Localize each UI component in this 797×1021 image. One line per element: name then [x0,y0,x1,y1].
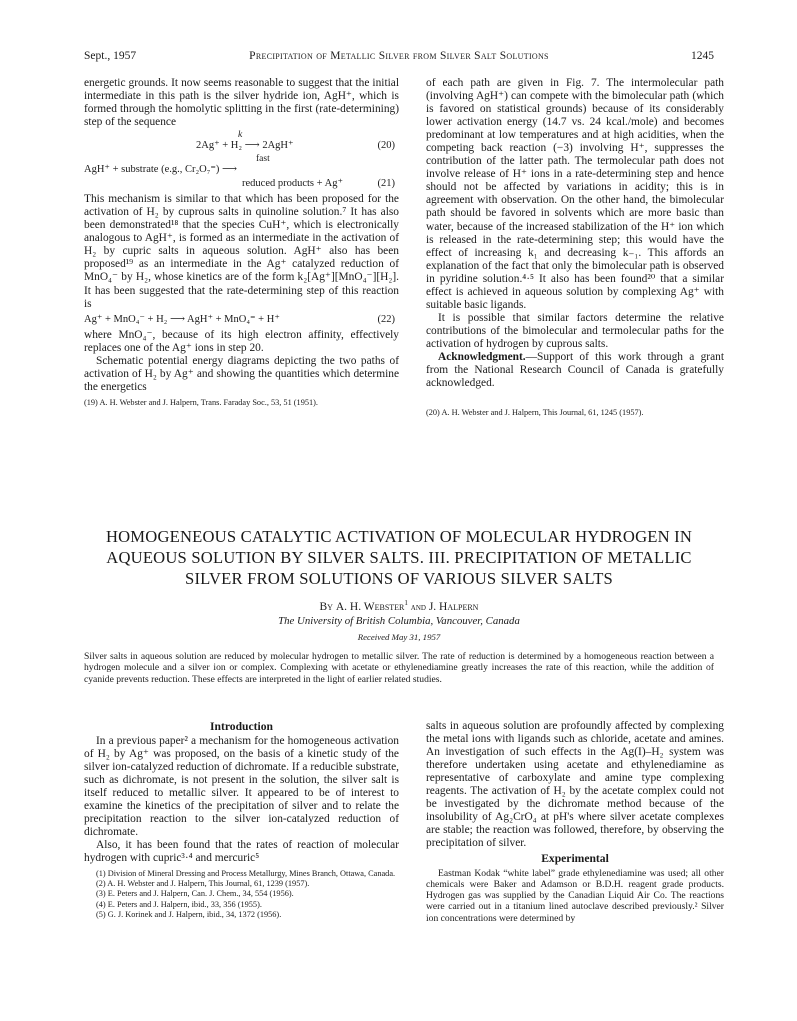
author-line [84,599,714,613]
left-column-bottom [84,718,399,921]
paragraph: It is possible that similar factors determine the relative contributions of the bimolecular and termolecular paths for the activation of hydrogen by cuprous salts. [426,311,724,350]
equation-21a [84,163,399,177]
equation-22 [84,313,399,327]
acknowledgment-text: —Support of this work through a grant from the National Research Council of Canada is gratefully acknowledged. [426,350,724,390]
paragraph: Schematic potential energy diagrams depicting the two paths of activation of H₂ by Ag⁺ and showing the quantities which determine the energetics [84,354,399,393]
paragraph: Eastman Kodak “white label” grade ethylenediamine was used; all other chemicals were Baker and Adamson or B.D.H. reagent grade products. Hydrogen gas was supplied by the Canadian Liquid Air Co. The reactions were carried out in a titanium lined autoclave described previously.² Silver ion concentrations were determined by [426,867,724,924]
equation-text: 2Ag⁺ + H₂ ⟶ 2AgH⁺ [196,140,294,152]
header-date: Sept., 1957 [84,50,137,62]
footnote-1: (1) Division of Mineral Dressing and Process Metallurgy, Mines Branch, Ottawa, Canada. [96,868,396,878]
paragraph: where MnO₄⁻, because of its high electron affinity, effectively replaces one of the Ag⁺ ions in step 20. [84,328,399,354]
footnote-3: (3) E. Peters and J. Halpern, Can. J. Chem., 34, 554 (1956). [96,889,294,899]
paragraph: Also, it has been found that the rates of reaction of molecular hydrogen with cupric³·⁴ and mercuric⁵ [84,839,399,865]
equation-number: (22) [377,313,395,325]
equation-20 [84,139,399,153]
paragraph: salts in aqueous solution are profoundly affected by complexing the metal ions with ligands such as chloride, acetate and amines. An investigation of such effects in the Ag(I)–H₂ system was therefore undertaken using acetate and ethylenediamine as representative of carboxylate and amine type complexing reagents. The activation of H₂ by the acetate complex could not be investigated by the dichromate method because of the insolubility of Ag₂CrO₄ at pH's where silver acetate complexes are stable; the reaction was followed, therefore, by observing the precipitation of silver. [426,720,724,850]
received-date: Received May 31, 1957 [357,632,441,642]
left-column-top [84,77,399,408]
footnote-5: (5) G. J. Korinek and J. Halpern, ibid., 34, 1372 (1956). [96,910,282,920]
author-1: A. H. Webster [335,600,405,613]
abstract: Silver salts in aqueous solution are reduced by molecular hydrogen to metallic silver. The rate of reduction is determined by a homogeneous reaction between a hydrogen molecule and a silver ion or complex. Complexing with acetate or ethylenediamine greatly increases the rate of this reaction, while the addition of cyanide prevents reduction. These effects are interpreted in the light of earlier related studies. [84,651,714,685]
equation-rate-label: k [238,130,243,141]
right-column-top [426,77,724,419]
equation-number: (21) [377,178,395,190]
by-label: By [319,600,333,613]
footnote-2: (2) A. H. Webster and J. Halpern, This Journal, 61, 1239 (1957). [96,878,310,888]
equation-fast-label: fast [256,154,270,165]
right-column-bottom [426,720,724,924]
section-heading-introduction: Introduction [210,720,273,733]
paragraph: In a previous paper² a mechanism for the homogeneous activation of H₂ by Ag⁺ was proposed, on the basis of a kinetic study of the silver ion-catalyzed reduction of dichromate. If a reducible substrate, such as dichromate, is not present in the solution, the silver salt is itself reduced to metallic silver. It appeared to be of interest to examine the kinetics of the precipitation of silver and to relate the precipitation reaction to the silver ion-catalyzed reduction of dichromate. [84,735,399,839]
equation-number: (20) [377,140,395,152]
header-page-number: 1245 [691,50,714,62]
article-title: HOMOGENEOUS CATALYTIC ACTIVATION OF MOLECULAR HYDROGEN IN AQUEOUS SOLUTION BY SILVER SALTS. III. PRECIPITATION OF METALLIC SILVER FROM SOLUTIONS OF VARIOUS SILVER SALTS [105,527,693,588]
acknowledgment-label: Acknowledgment. [438,350,526,363]
author-2: J. Halpern [428,600,479,613]
section-heading-experimental: Experimental [541,852,609,866]
footnote-20: (20) A. H. Webster and J. Halpern, This Journal, 61, 1245 (1957). [426,408,644,418]
acknowledgment [426,351,724,390]
and-label: and [410,602,426,613]
running-header [84,50,714,66]
author-1-footnote-mark: 1 [404,599,408,607]
header-running-title: Precipitation of Metallic Silver from Silver Salt Solutions [249,50,549,62]
affiliation: The University of British Columbia, Vancouver, Canada [278,615,520,627]
paragraph: This mechanism is similar to that which has been proposed for the activation of H₂ by cuprous salts in quinoline solution.⁷ It has also been demonstrated¹⁸ that the species CuH⁺, which is electronically analogous to AgH⁺, is formed as an intermediate in the activation of H₂ by cupric salts in aqueous solution. AgH⁺ also has been proposed¹⁹ as an intermediate in the Ag⁺ catalyzed reduction of MnO₄⁻ by H₂, whose kinetics are of the form k₂[Ag⁺][MnO₄⁻][H₂]. It has been suggested that the rate-determining step of this reaction is [84,193,399,310]
footnote-4: (4) E. Peters and J. Halpern, ibid., 33, 356 (1955). [96,899,262,909]
equation-text: AgH⁺ + substrate (e.g., Cr₂O₇⁼) ⟶ [84,164,238,176]
footnote-19: (19) A. H. Webster and J. Halpern, Trans. Faraday Soc., 53, 51 (1951). [84,397,318,407]
equation-21b [84,177,399,191]
paragraph: energetic grounds. It now seems reasonable to suggest that the initial intermediate in this path is the silver hydride ion, AgH⁺, which is formed through the homolytic splitting in the first (rate-determining) step of the sequence [84,77,399,129]
equation-text: Ag⁺ + MnO₄⁻ + H₂ ⟶ AgH⁺ + MnO₄⁼ + H⁺ [84,313,280,325]
footnotes [84,869,399,921]
paragraph: of each path are given in Fig. 7. The intermolecular path (involving AgH⁺) can compete with the bimolecular path (which is favored on statistical grounds) because of its considerably lower activation energy (14.7 vs. 24 kcal./mole) and becomes predominant at low temperatures and at high acidities, when the competing back reaction (−3) involving H⁺, suppresses the contribution of the latter path. The termolecular path does not involve release of H⁺ ions in a rate-determining step and hence should not be affected by variations in acidity; this is in agreement with observation. On the other hand, the bimolecular path should be favored in solvents which are more basic than water, because of the increased stabilization of the H⁺ ion which is released in the rate-determining step; this would have the effect of increasing k₁ and decreasing k₋₁. This affords an explanation of the fact that only the bimolecular path is observed in pyridine solution.⁴·⁵ It also has been found²⁰ that a similar effect is achieved in aqueous solution by complexing Ag⁺ with suitable basic ligands. [426,77,724,311]
equation-text: reduced products + Ag⁺ [242,178,343,190]
